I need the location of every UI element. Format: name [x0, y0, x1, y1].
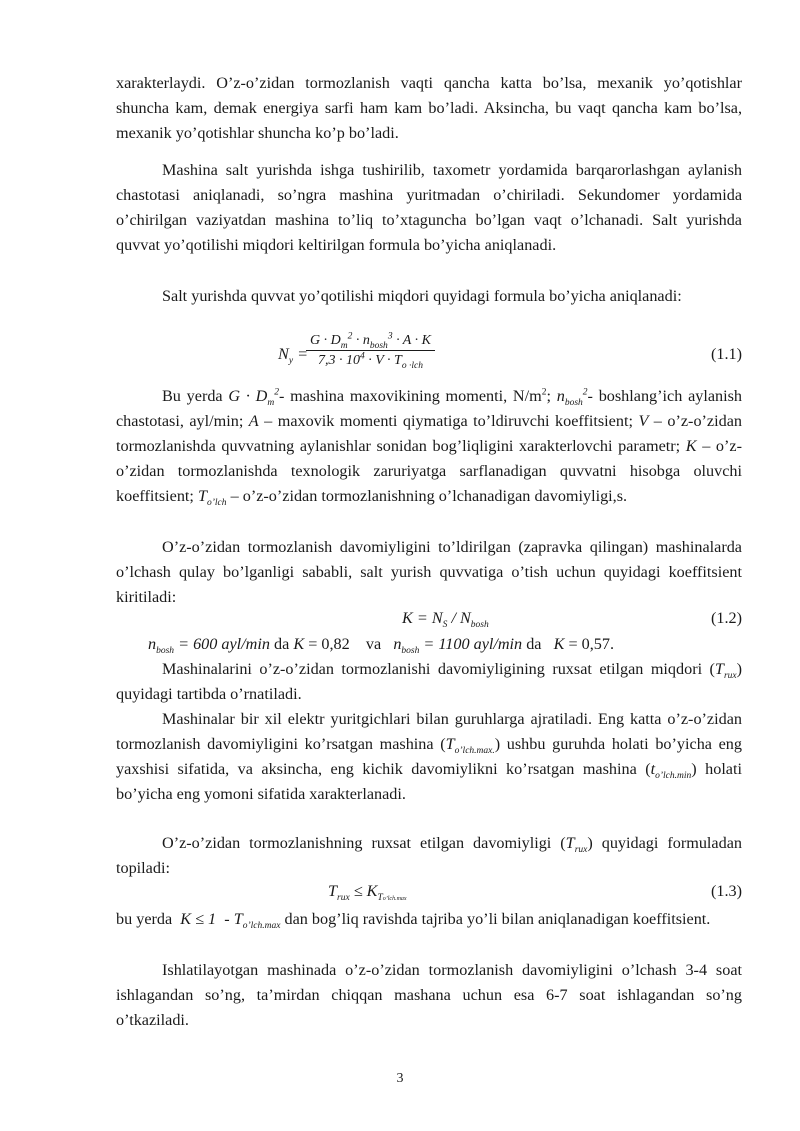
equation-1-1-fraction: $G \cdot D_m^2 \cdot n_{bosh}^3 \cdot A \cdot K$ $7,3 \cdot 10^4 \cdot V \cdot T_{o \cdot lch}$ [306, 332, 435, 369]
equation-1-2 [116, 606, 742, 632]
paragraph-10: bu yerda $K \le 1 - T_{o’lch.max}$ dan bog’liq ravishda tajriba yo’li bilan aniqlanadigan koeffitsient. [116, 910, 711, 932]
equation-1-3-number: (1.3) [710, 882, 742, 900]
paragraph-7: Mashinalarini o’z-o’zidan tormozlanishi davomiyligining ruxsat etilgan miqdori $(T_{rux})$ quyidagi tartibda o’rnatiladi. [116, 660, 742, 703]
equation-1-1-number: (1.1) [710, 345, 742, 363]
paragraph-3: Salt yurishda quvvat yo’qotilishi miqdori quyidagi formula bo’yicha aniqlanadi: [162, 287, 682, 305]
equation-1-1 [116, 332, 742, 372]
page-number: 3 [396, 1071, 404, 1086]
paragraph-1: xarakterlaydi. O’z-o’zidan tormozlanish vaqti qancha katta bo’lsa, mexanik yo’qotishlar shuncha kam, demak energiya sarfi ham kam bo’ladi. Aksincha, bu vaqt qancha kam bo’lsa, mexanik yo’qotishlar shuncha ko’p bo’ladi. [116, 74, 742, 142]
equation-1-2-number: (1.2) [710, 609, 742, 627]
paragraph-5: O’z-o’zidan tormozlanish davomiyligini to’ldirilgan (zapravka qilingan) mashinalarda o’lchash qulay bo’lganligi sababli, salt yurish quvvatiga o’tish uchun quyidagi koeffitsient kiritiladi: [116, 538, 742, 606]
equation-1-3-body: $T_{rux} \le K_{To’lch.max}$ [328, 882, 407, 904]
paragraph-9: O’z-o’zidan tormozlanishning ruxsat etilgan davomiyligi $(T_{rux})$ quyidagi formuladan topiladi: [116, 834, 742, 877]
equation-1-1-lhs: $N_y$ = [278, 345, 309, 367]
paragraph-11: Ishlatilayotgan mashinada o’z-o’zidan tormozlanish davomiyligini o’lchash 3-4 soat ishlagandan so’ng, ta’mirdan chiqqan mashana uchun esa 6-7 soat ishlagandan so’ng o’tkaziladi. [116, 961, 742, 1029]
paragraph-2: Mashina salt yurishda ishga tushirilib, taxometr yordamida barqarorlashgan aylanish chastotasi aniqlanadi, so’ngra mashina yuritmadan o’chiriladi. Sekundomer yordamida o’chirilgan vaziyatdan mashina to’liq to’xtaguncha bo’lgan vaqt o’lchanadi. Salt yurishda quvvat yo’qotilishi miqdori keltirilgan formula bo’yicha aniqlanadi. [116, 161, 742, 254]
equation-1-2-body: $K = N_S / N_{bosh}$ [402, 609, 489, 631]
paragraph-6: $n_{bosh} = 600$ ayl/min da K = 0,82 va $n_{bosh} = 1100$ ayl/min da K = 0,57. [148, 635, 615, 657]
paragraph-8: Mashinalar bir xil elektr yuritgichlari bilan guruhlarga ajratiladi. Eng katta o’z-o’zidan tormozlanish davomiyligini ko’rsatgan mashina $(T_{o’lch.max.})$ ushbu guruhda holati bo’yicha eng yaxshisi sifatida, va aksincha, eng kichik davomiylikni ko’rsatgan mashina $(t_{o’lch.min})$ holati bo’yicha eng yomoni sifatida xarakterlanadi. [116, 710, 742, 803]
equation-1-3 [116, 879, 742, 905]
paragraph-4: Bu yerda $G \cdot D_m^2-$ mashina maxovikining momenti, $N/m^2$; $n_{bosh}^2-$ boshlang’ich aylanish chastotasi, ayl/min; A – maxovik momenti qiymatiga to’ldiruvchi koeffitsient; V – o’z-o’zidan tormozlanishda quvvatning aylanishlar sonidan bog’liqligini xarakterlovchi parametr; K – o’z-o’zidan tormozlanishda texnologik zaruriyatga sarflanadigan quvvatni hisobga oluvchi koeffitsient; $T_{o’lch}$ – o’z-o’zidan tormozlanishning o’lchanadigan davomiyligi,s. [116, 387, 743, 509]
